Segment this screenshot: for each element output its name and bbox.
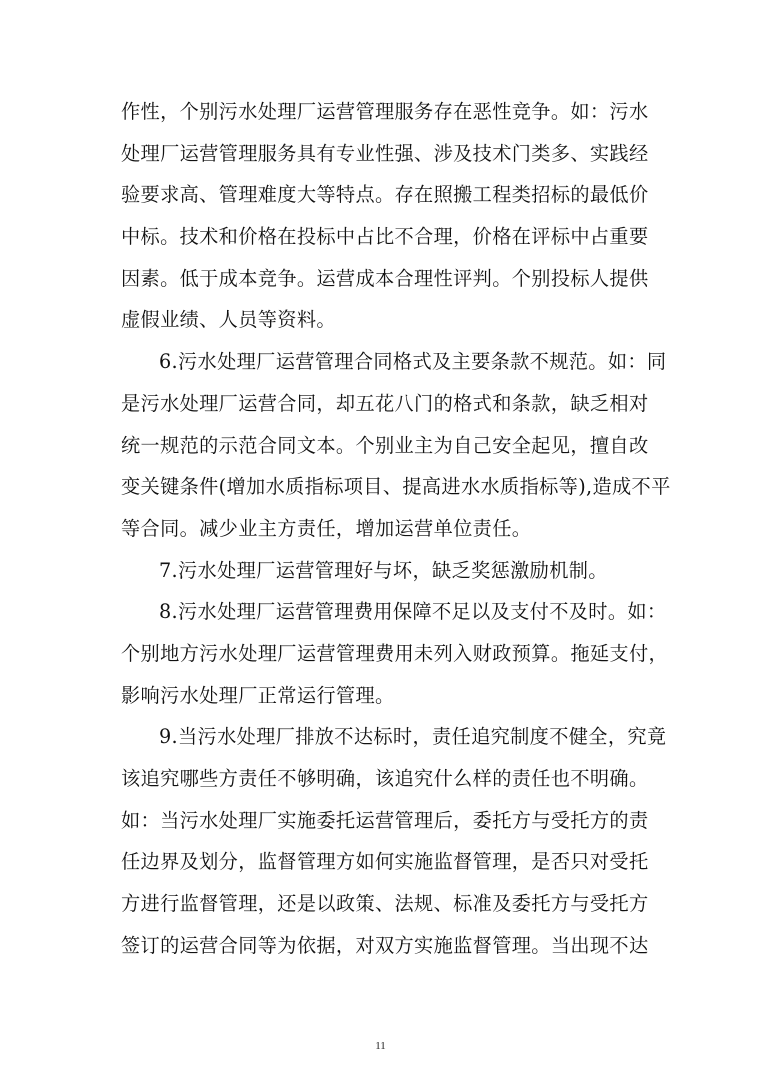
text-line: 验要求高、管理难度大等特点。存在照搬工程类招标的最低价 bbox=[121, 183, 649, 207]
text-line: 因素。低于成本竞争。运营成本合理性评判。个别投标人提供 bbox=[121, 266, 649, 290]
text-line: 等合同。减少业主方责任，增加运营单位责任。 bbox=[121, 516, 532, 540]
page-number: 11 bbox=[375, 1040, 386, 1052]
body-text bbox=[121, 91, 671, 966]
text-line: 签订的运营合同等为依据，对双方实施监督管理。当出现不达 bbox=[121, 933, 649, 957]
text-line: 是污水处理厂运营合同，却五花八门的格式和条款，缺乏相对 bbox=[121, 391, 649, 415]
paragraph-6-first-line: 6.污水处理厂运营管理合同格式及主要条款不规范。如：同 bbox=[159, 350, 667, 374]
text-line: 个别地方污水处理厂运营管理费用未列入财政预算。拖延支付， bbox=[121, 641, 669, 665]
text-line: 如：当污水处理厂实施委托运营管理后，委托方与受托方的责 bbox=[121, 808, 649, 832]
text-line: 影响污水处理厂正常运行管理。 bbox=[121, 683, 395, 707]
text-line: 变关键条件(增加水质指标项目、提高进水水质指标等),造成不平 bbox=[121, 475, 671, 499]
text-line: 任边界及划分，监督管理方如何实施监督管理，是否只对受托 bbox=[121, 850, 649, 874]
text-line: 方进行监督管理，还是以政策、法规、标准及委托方与受托方 bbox=[121, 892, 649, 916]
paragraph-7-first-line: 7.污水处理厂运营管理好与坏，缺乏奖惩激励机制。 bbox=[159, 558, 608, 582]
paragraph-9-first-line: 9.当污水处理厂排放不达标时，责任追究制度不健全，究竟 bbox=[159, 725, 667, 749]
text-line: 处理厂运营管理服务具有专业性强、涉及技术门类多、实践经 bbox=[121, 141, 649, 165]
text-line: 中标。技术和价格在投标中占比不合理，价格在评标中占重要 bbox=[121, 225, 649, 249]
text-line: 该追究哪些方责任不够明确，该追究什么样的责任也不明确。 bbox=[121, 767, 649, 790]
text-line: 统一规范的示范合同文本。个别业主为自己安全起见，擅自改 bbox=[121, 433, 649, 457]
paragraph-8-first-line: 8.污水处理厂运营管理费用保障不足以及支付不及时。如： bbox=[159, 600, 667, 624]
text-line: 虚假业绩、人员等资料。 bbox=[121, 308, 336, 332]
text-line: 作性，个别污水处理厂运营管理服务存在恶性竞争。如：污水 bbox=[121, 100, 649, 123]
